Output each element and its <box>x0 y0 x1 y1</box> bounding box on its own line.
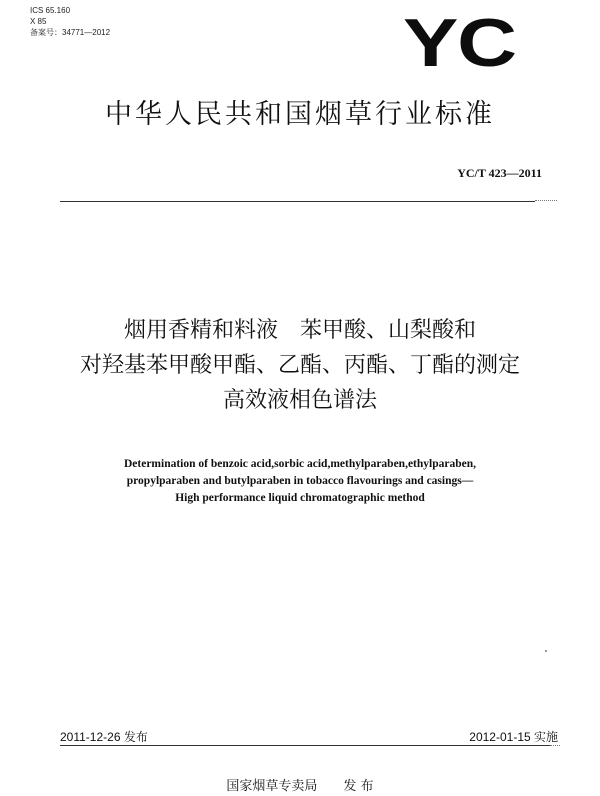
ics-number: ICS 65.160 <box>30 6 71 15</box>
chinese-title-line: 对羟基苯甲酸甲酯、乙酯、丙酯、丁酯的测定 <box>79 353 520 378</box>
ics-block <box>30 5 110 38</box>
english-title-line: High performance liquid chromatographic method <box>175 492 425 504</box>
english-title-line: propylparaben and butylparaben in tobacco flavourings and casings— <box>126 475 474 487</box>
chinese-title-line: 高效液相色谱法 <box>222 388 377 413</box>
filing-number: 备案号：34771—2012 <box>30 28 111 37</box>
standard-category-title: 中华人民共和国烟草行业标准 <box>105 99 495 130</box>
footer-divider <box>60 745 550 746</box>
header-divider <box>60 201 535 202</box>
english-title <box>20 456 580 507</box>
classification-code: X 85 <box>30 17 47 26</box>
yc-logo: YC <box>403 5 516 81</box>
footer-divider-dots <box>550 745 560 746</box>
english-title-line: Determination of benzoic acid,sorbic acid,methylparaben,ethylparaben, <box>123 458 476 470</box>
scan-speck <box>545 650 547 652</box>
chinese-title <box>20 313 580 418</box>
publisher: 国家烟草专卖局 发 布 <box>226 779 374 794</box>
header-divider-dots <box>535 200 557 201</box>
standard-code: YC/T 423—2011 <box>457 166 542 180</box>
issue-date: 2011-12-26 发布 <box>60 730 148 744</box>
chinese-title-line: 烟用香精和料液 苯甲酸、山梨酸和 <box>123 318 476 343</box>
implementation-date: 2012-01-15 实施 <box>469 730 558 744</box>
